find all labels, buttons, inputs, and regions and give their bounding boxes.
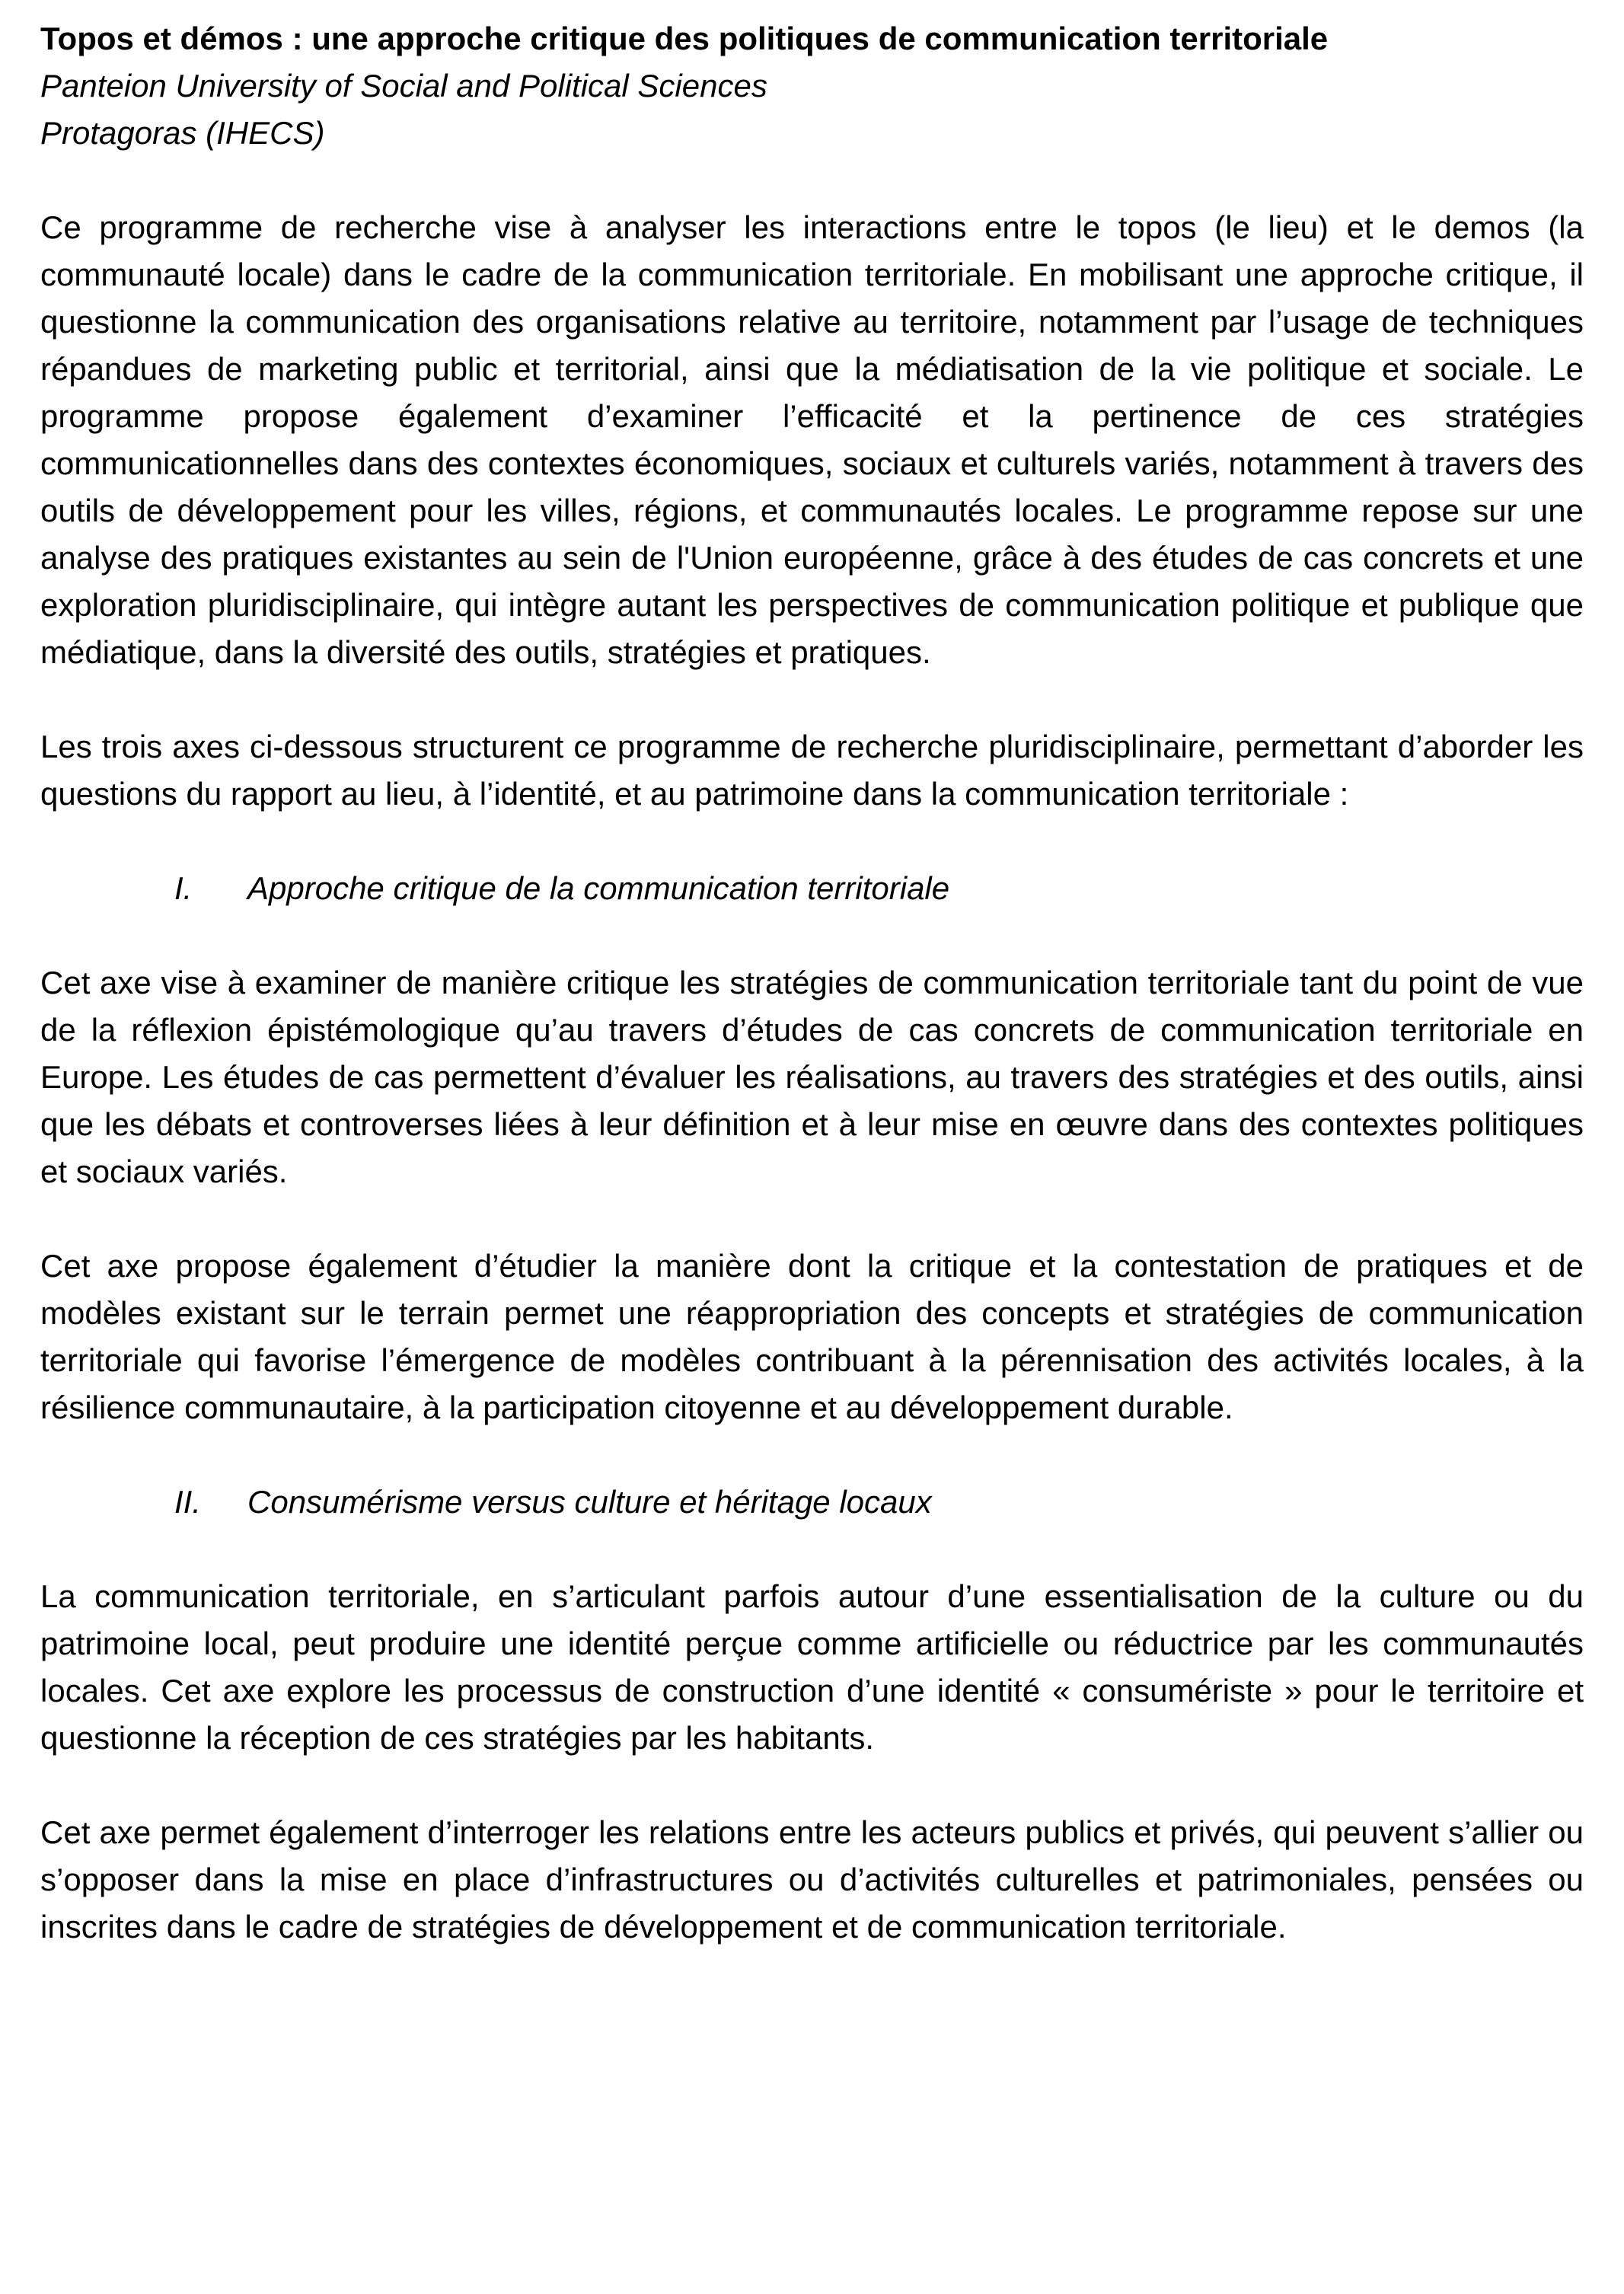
section-paragraph: Cet axe propose également d’étudier la manière dont la critique et la contestation de pratiques et de modèles existant sur le terrain permet une réappropriation des concepts et stratégies de communication territoriale qui favorise l’émergence de modèles contribuant à la pérennisation des activités locales, à la résilience communautaire, à la participation citoyenne et au développement durable. [40, 1248, 1584, 1425]
section-paragraph: Cet axe vise à examiner de manière critique les stratégies de communication territoriale tant du point de vue de la réflexion épistémologique qu’au travers d’études de cas concrets de communication territoriale en Europe. Les études de cas permettent d’évaluer les réalisations, au travers des stratégies et des outils, ainsi que les débats et controverses liées à leur définition et à leur mise en œuvre dans des contextes politiques et sociaux variés. [40, 965, 1584, 1189]
section-number: I. [174, 870, 193, 906]
spacer [40, 912, 1584, 959]
spacer [40, 818, 1584, 865]
section-heading-1 [40, 865, 1584, 912]
spacer [40, 1762, 1584, 1809]
section-paragraph: La communication territoriale, en s’articulant parfois autour d’une essentialisation de la culture ou du patrimoine local, peut produire une identité perçue comme artificielle ou réductrice par les communautés locales. Cet axe explore les processus de construction d’une identité « consumériste » pour le territoire et questionne la réception de ces stratégies par les habitants. [40, 1578, 1584, 1756]
section-heading-2 [40, 1479, 1584, 1526]
spacer [40, 1431, 1584, 1479]
spacer [40, 157, 1584, 204]
section-number: II. [174, 1484, 202, 1520]
intro-paragraph: Les trois axes ci-dessous structurent ce programme de recherche pluridisciplinaire, permettant d’aborder les questions du rapport au lieu, à l’identité, et au patrimoine dans la communication territoriale : [40, 729, 1584, 812]
spacer [40, 1526, 1584, 1573]
spacer [40, 676, 1584, 723]
document-title: Topos et démos : une approche critique des politiques de communication territoriale [40, 21, 1329, 56]
affiliation-university: Panteion University of Social and Political Sciences [40, 68, 767, 104]
intro-paragraph: Ce programme de recherche vise à analyser les interactions entre le topos (le lieu) et le demos (la communauté locale) dans le cadre de la communication territoriale. En mobilisant une approche critique, il questionne la communication des organisations relative au territoire, notamment par l’usage de techniques répandues de marketing public et territorial, ainsi que la médiatisation de la vie politique et sociale. Le programme propose également d’examiner l’efficacité et la pertinence de ces stratégies communicationnelles dans des contextes économiques, sociaux et culturels variés, notamment à travers des outils de développement pour les villes, régions, et communautés locales. Le programme repose sur une analyse des pratiques existantes au sein de l'Union européenne, grâce à des études de cas concrets et une exploration pluridisciplinaire, qui intègre autant les perspectives de communication politique et publique que médiatique, dans la diversité des outils, stratégies et pratiques. [40, 209, 1584, 670]
section-title: Consumérisme versus culture et héritage locaux [247, 1484, 932, 1520]
affiliation-institute: Protagoras (IHECS) [40, 115, 325, 151]
section-paragraph: Cet axe permet également d’interroger les relations entre les acteurs publics et privés, qui peuvent s’allier ou s’opposer dans la mise en place d’infrastructures ou d’activités culturelles et patrimoniales, pensées ou inscrites dans le cadre de stratégies de développement et de communication territoriale. [40, 1814, 1584, 1945]
section-title: Approche critique de la communication territoriale [247, 870, 950, 906]
spacer [40, 1195, 1584, 1243]
